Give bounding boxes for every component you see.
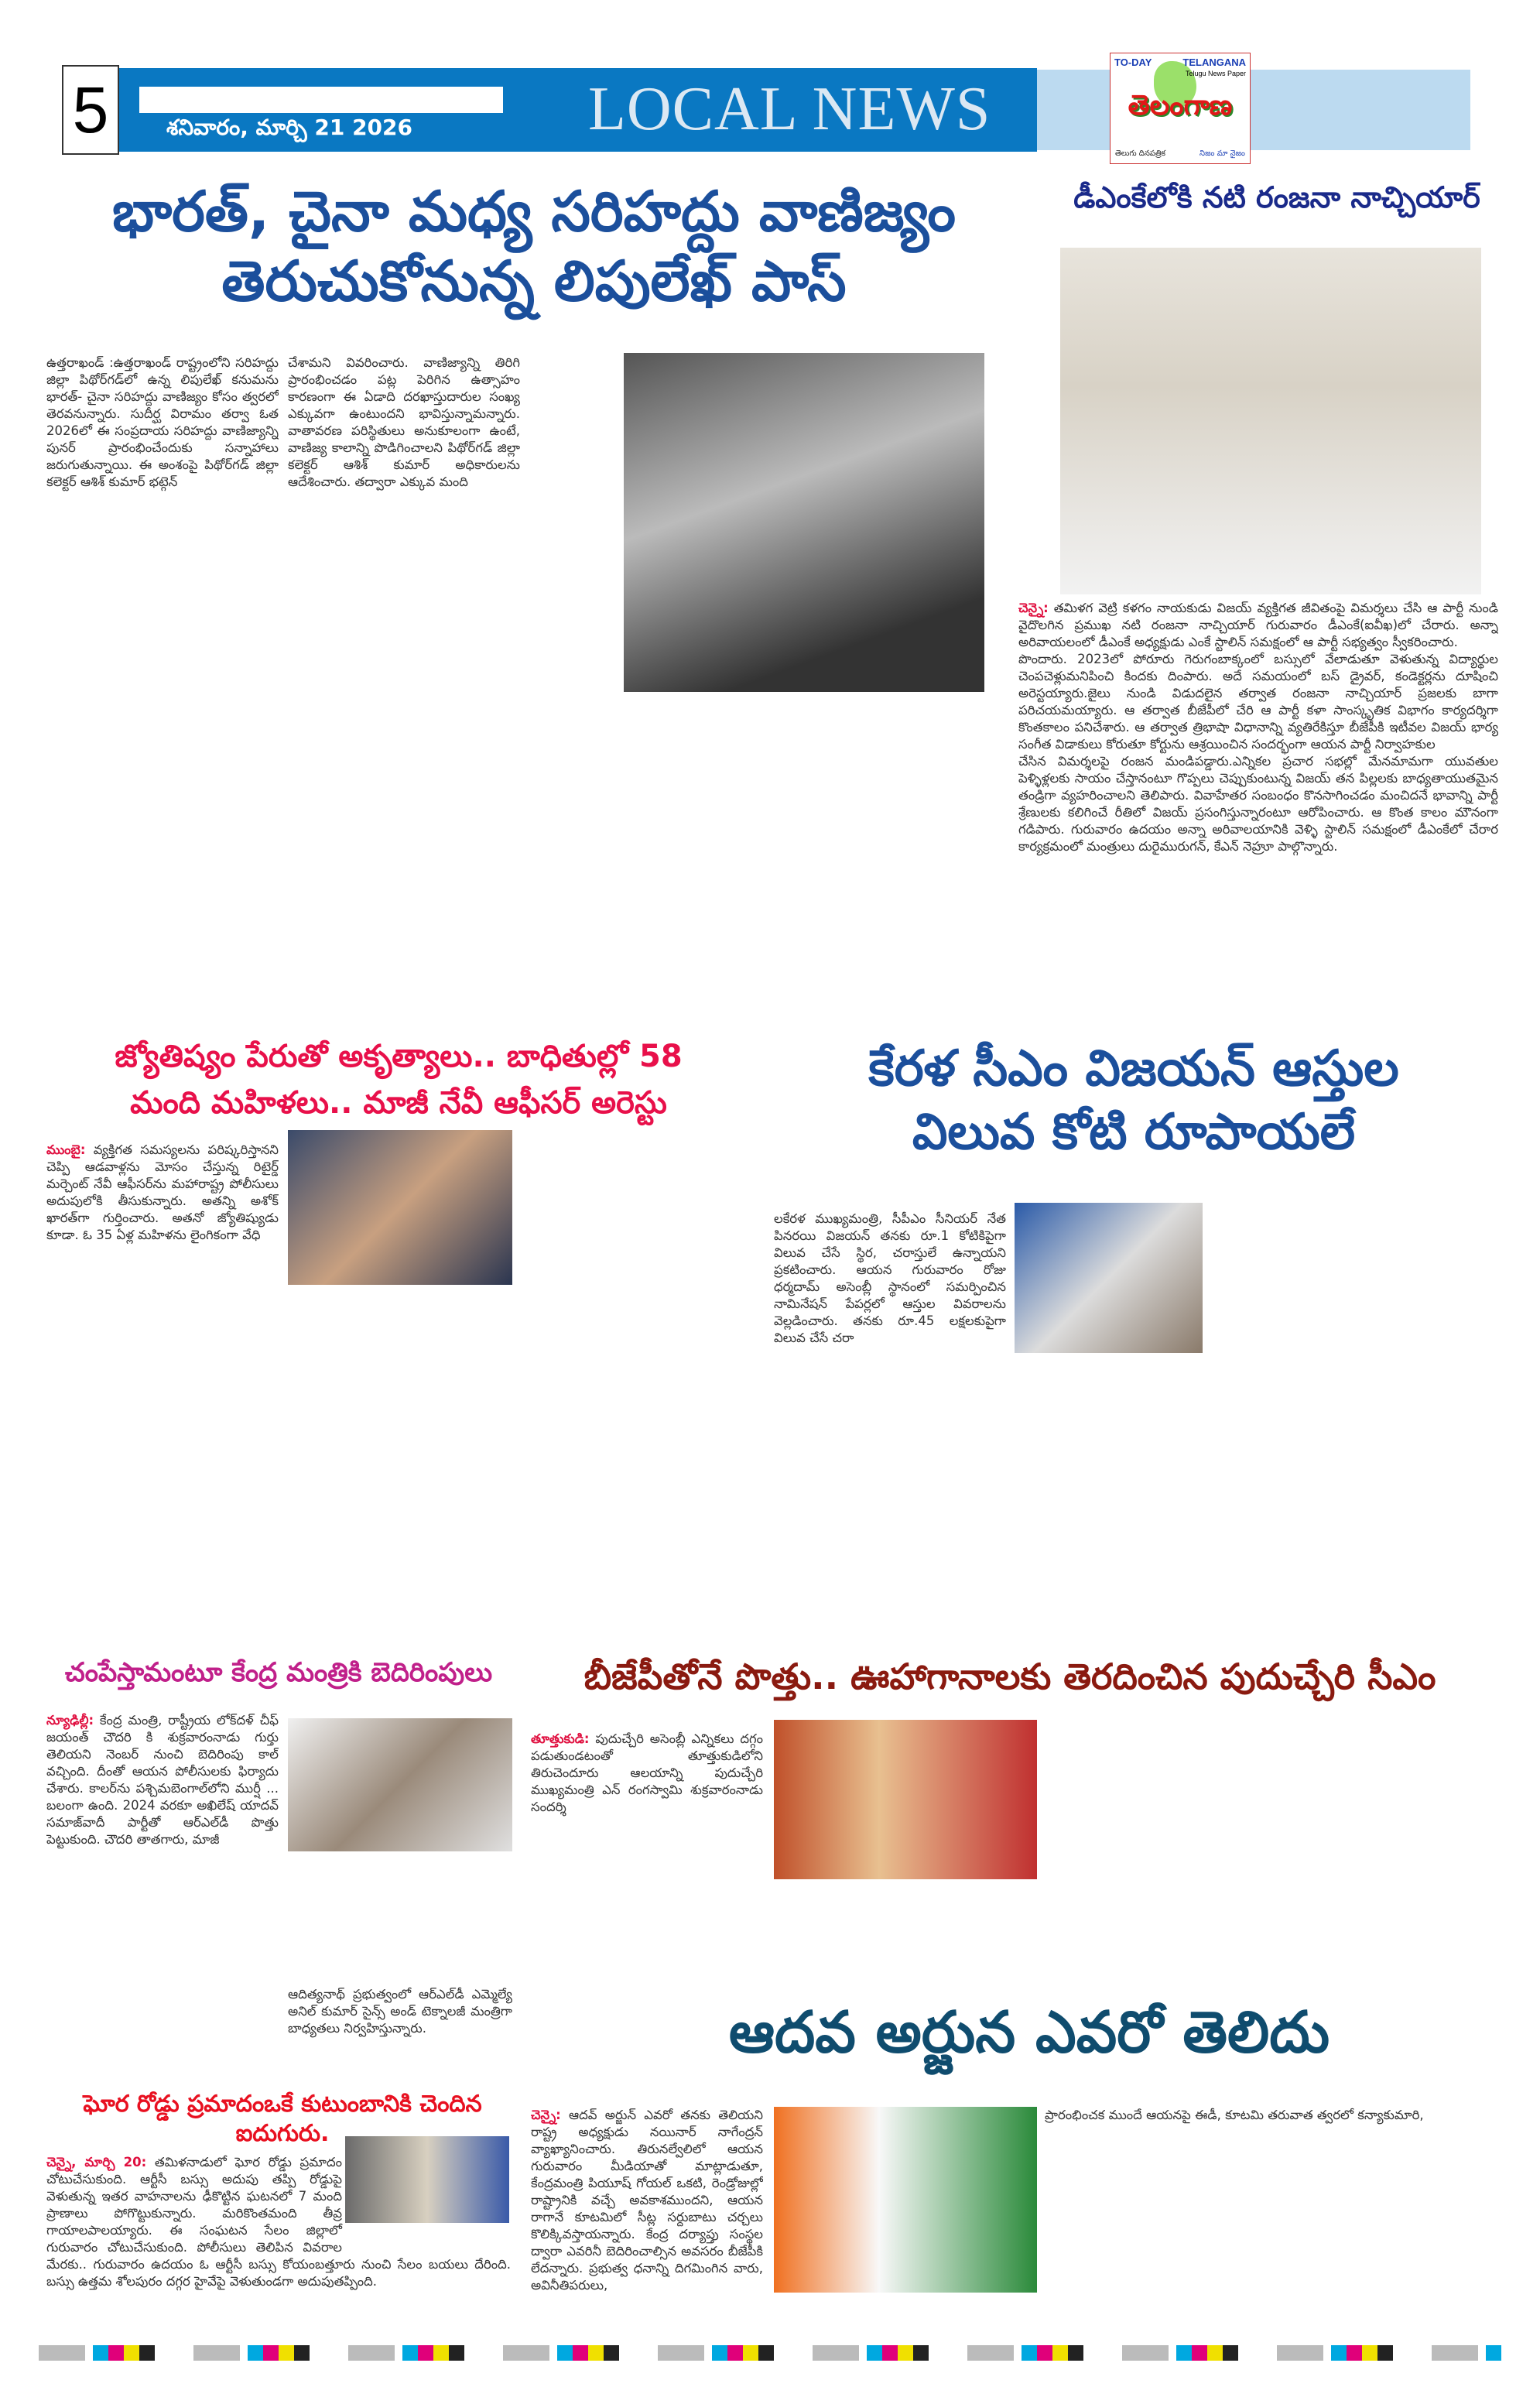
aadhav-col-1 [531,2107,763,2339]
dateline: ముంబై: [46,1142,86,1157]
puducherry-headline: బీజేపీతోనే పొత్తు.. ఊహాగానాలకు తెరదించిన పుదుచ్చేరి సీఎం [583,1656,1436,1697]
lipulekh-headline [46,176,1022,316]
astrology-headline [31,1033,766,1126]
puducherry-photo [774,1720,1037,1879]
logo-name: తెలంగాణ [1128,90,1233,122]
astrology-body [46,1142,279,1637]
lipulekh-col-1: ఉత్తరాఖండ్ :ఉత్తరాఖండ్ రాష్ట్రంలోని సరిహద్దు జిల్లా పిథోర్‌గడ్‌లో ఉన్న లిపులేఖ్ కనుమను భారత్- చైనా సరిహద్దు వాణిజ్యం కోసం త్వరలో తెరవనున్నారు. సుదీర్ఘ విరామం తర్వా ఓత 2026లో ఈ సంప్రదాయ సరిహద్దు వాణిజ్యాన్ని పునర్ ప్రారంభించేందుకు సన్నాహాలు జరుగుతున్నాయి. ఈ అంశంపై పిథోర్‌గడ్ జిల్లా కలెక్టర్ ఆశిశ్ కుమార్ భట్గెన్ [46,355,279,489]
paragraph: కేంద్ర మంత్రి, రాష్ట్రీయ లోక్‌దళ్ చీఫ్ జయంత్ చౌదరి కి శుక్రవారంనాడు గుర్తు తెలియని నెంబర్ నుంచి బెదిరింపు కాల్ వచ్చింది. దీంతో ఆయన పోలీసులకు ఫిర్యాదు చేశారు. కాలర్‌ను పశ్చిమబెంగాల్‌లోని ముర్షీ ... బలంగా ఉంది. 2024 వరకూ అఖిలేష్ యాదవ్ సమాజ్‌వాదీ పార్టీతో ఆర్ఎల్‌డీ పొత్తు పెట్టుకుంది. చౌదరి తాతగారు, మాజీ [46,1713,279,1847]
photo-spacer [342,2154,511,2253]
ranjana-headline: డీఎంకేలోకి నటి రంజనా నాచ్చియార్ [1073,180,1480,214]
headline-line: విలువ కోటి రూపాయలే [912,1104,1356,1161]
puducherry-body [531,1731,763,1885]
dateline: చెన్నై: [531,2108,561,2122]
minister-col-1 [46,1712,279,2045]
paragraph: వ్యక్తిగత సమస్యలను పరిష్కరిస్తానని చెప్పి ఆడవాళ్లను మోసం చేస్తున్న రిటైర్డ్ మర్చెంట్ నేవీ ఆఫీసర్‌ను మహారాష్ట్ర పోలీసులు అదుపులోకి తీసుకున్నారు. అతన్ని అశోక్ ఖారత్‌గా గుర్తించారు. అతనో జ్యోతిష్యుడు కూడా. ఓ 35 ఏళ్ల మహిళను లైంగికంగా వేధి [46,1142,279,1242]
headline-line: కేరళ సీఎం విజయన్ ఆస్తుల [868,1040,1399,1098]
headline-line: జ్యోతిష్యం పేరుతో అకృత్యాలు.. బాధితుల్లో 58 [115,1039,683,1074]
dateline: చెన్నై, మార్చి 20: [46,2155,147,2170]
headline-line: మంది మహిళలు.. మాజీ నేవీ ఆఫీసర్ అరెస్టు [130,1085,667,1121]
paragraph: ఆదవ్ అర్జున్ ఎవరో తనకు తెలియని రాష్ట్ర అధ్యక్షుడు నయినార్ నాగేంద్రన్ వ్యాఖ్యానించారు. తిరునల్వేలిలో ఆయన గురువారం మీడియాతో మాట్లాడుతూ, కేంద్రమంత్రి పియూష్ గోయల్ ఒకటి, రెండ్రోజుల్లో రాష్ట్రానికి వచ్చే అవకాశముందని, ఆయన రాగానే కూటమిలో సీట్ల సర్దుబాటు చర్చలు కొలిక్కివస్తాయన్నారు. కేంద్ర దర్యాప్తు సంస్థల ద్వారా ఎవరినీ బెదిరించాల్సిన అవసరం బీజేపీకి లేదన్నారు. ప్రభుత్వ ధనాన్ని దిగమింగిన వారు, అవినీతిపరులు, [531,2108,763,2293]
paragraph: తమిళనాడులో ఘోర రోడ్డు ప్రమాదం చోటుచేసుకుంది. ఆర్టీసీ బస్సు అదుపు తప్పి రోడ్డుపై వెళుతున్న ఇతర వాహనాలను ఢీకొట్టిన ఘటనలో 7 మంది ప్రాణాలు పోగొట్టుకున్నారు. మరికొంతమంది తీవ్ర గాయాలపాలయ్యారు. ఈ సంఘటన సేలం జిల్లాలో గురువారం చోటుచేసుకుంది. పోలీసులు తెలిపిన వివరాల మేరకు.. గురువారం ఉదయం ఓ ఆర్టీసీ బస్సు కోయంబత్తూరు నుంచి సేలం బయలు దేరింది. బస్సు ఉత్తమ శోలపురం దగ్గర హైవేపై వెళుతుండగా అదుపుతప్పింది. [46,2155,511,2289]
paragraph: పొందారు. 2023లో పోరూరు గెరుగంబాక్కంలో బస్సులో వేలాడుతూ వెళుతున్న విద్యార్థుల చెంపచెళ్లుమనిపించి కిందకు దింపారు. అదే సమయంలో బస్ డ్రైవర్, కండెక్టర్లను దూషించి అరెస్టయ్యారు.జైలు నుండి విడుదలైన తర్వాత రంజనా నాచ్చియార్ ప్రజలకు బాగా పరిచయమయ్యారు. ఆ తర్వాత బీజేపీలో చేరి ఆ పార్టీ కళా సాంస్కృతిక విభాగం కార్యదర్శిగా కొంతకాలం పనిచేశారు. ఆ తర్వాత త్రిభాషా విధానాన్ని వ్యతిరేకిస్తూ బీజేపీకి ఇటీవల విజయ్ భార్య సంగీత విడాకులు కోరుతూ కోర్టును ఆశ్రయించిన సందర్భంగా ఆయన పార్టీ నిర్వాహకుల [1018,652,1498,752]
logo-today: TO-DAY [1114,57,1152,68]
registration-color-bar [39,2345,1501,2361]
aadhav-col-2: ప్రారంభించక ముందే ఆయనపై ఈడీ, కూటమి తరువాత త్వరలో కన్యాకుమారి, [1045,2108,1424,2122]
lipulekh-photo [624,353,984,692]
headline-line: తెరుచుకోనున్న లిపులేఖ్ పాస్ [221,248,847,313]
ranjana-photo [1060,248,1481,594]
minister-headline: చంపేస్తామంటూ కేంద్ర మంత్రికి బెదిరింపులు [64,1657,493,1688]
lipulekh-col-2: చేశామని వివరించారు. వాణిజ్యాన్ని తిరిగి ప్రారంభించడం పట్ల పెరిగిన ఉత్సాహం కారణంగా ఈ ఏడాది దరఖాస్తుదారుల సంఖ్య ఎక్కువగా ఉంటుందని భావిస్తున్నామన్నారు. వాతావరణ పరిస్థితులు అనుకూలంగా ఉంటే, వాణిజ్య కాలాన్ని పొడిగించాలని పిథోర్‌గడ్ జిల్లా కలెక్టర్ ఆశిశ్ కుమార్ అధికారులను ఆదేశించారు. తద్వారా ఎక్కువ మంది [288,355,520,489]
headline-line: భారత్, చైనా మధ్య సరిహద్దు వాణిజ్యం [111,179,957,244]
dateline-bar [139,87,503,113]
paragraph: చేసిన విమర్శలపై రంజన మండిపడ్డారు.ఎన్నికల ప్రచార సభల్లో మేనమామగా యువతుల పెళ్ళిళ్లలకు సాయం చేస్తానంటూ గొప్పలు చెప్పుకుంటున్న విజయ్ తన పిల్లలకు బాధ్యతాయుతమైన తండ్రిగా వ్యహరించాలని తెలిపారు. వివాహేతర సంబంధం కొనసాగించడం మంచిదనే భావాన్ని పార్టీ శ్రేణులకు కలిగించే రీతిలో విజయ్ ప్రసంగిస్తున్నారంటూ ఆరోపించారు. ఆ కొంత కాలం మౌనంగా గడిపారు. గురువారం ఉదయం అన్నా అరివాలయానికి వెళ్ళి స్టాలిన్ సమక్షంలో డీఎంకేలో చేరార కార్యక్రమంలో మంత్రులు దురైమురుగన్, కేఎన్ నెహ్రూ పాల్గొన్నారు. [1018,754,1498,854]
aadhav-headline: ఆదవ అర్జున ఎవరో తెలిదు [728,1999,1330,2066]
logo-sub: Telugu News Paper [1185,70,1246,77]
astrology-photo [288,1130,512,1285]
dateline: తూత్తుకుడి: [531,1731,590,1746]
logo-tagline-right: నిజం మా నైజం [1199,149,1245,158]
masthead-band-light [1037,70,1470,150]
kerala-photo [1015,1203,1203,1353]
accident-body [46,2154,511,2318]
page-number: 5 [62,65,119,155]
logo-tagline-left: తెలుగు దినపత్రిక [1115,149,1166,158]
issue-date: శనివారం, మార్చి 21 2026 [166,115,413,140]
ranjana-body [1018,600,1498,1002]
section-title: LOCAL NEWS [588,75,991,143]
dateline: న్యూఢిల్లీ: [46,1713,94,1728]
minister-photo [288,1718,512,1851]
dateline: చెన్నై: [1018,601,1049,615]
kerala-headline [774,1037,1494,1164]
accident-headline: ఘోర రోడ్డు ప్రమాదంఒకే కుటుంబానికి చెందిన ఐదుగురు. [83,2091,482,2147]
logo-telangana: TELANGANA [1182,57,1246,68]
paragraph: తమిళగ వెట్రి కళగం నాయకుడు విజయ్ వ్యక్తిగత జీవితంపై విమర్శలు చేసి ఆ పార్టీ నుండి వైదొలగిన ప్రముఖ నటి రంజనా నాచ్చియార్ గురువారం డీఎంకే(ఐవీఖ)లో చేరారు. అన్నా అరివాయలంలో డీఎంకే అధ్యక్షుడు ఎంకే స్టాలిన్ సమక్షంలో ఆ పార్టీ సభ్యత్వం స్వీకరించారు. [1018,601,1498,649]
aadhav-photo [774,2107,1037,2293]
minister-col-2: ఆదిత్యనాథ్ ప్రభుత్వంలో ఆర్ఎల్‌డీ ఎమ్మెల్యే అనిల్ కుమార్ సైన్స్ అండ్ టెక్నాలజీ మంత్రిగా బాధ్యతలు నిర్వహిస్తున్నారు. [288,1987,512,2036]
newspaper-logo [1110,53,1251,164]
kerala-body: లకేరళ ముఖ్యమంత్రి, సీపీఎం సీనియర్ నేత పినరయి విజయన్ తనకు రూ.1 కోటికిపైగా విలువ చేసే స్థిర, చరాస్తులే ఉన్నాయని ప్రకటించారు. ఆయన గురువారం రోజు ధర్మదామ్ అసెంబ్లీ స్థానంలో సమర్పించిన నామినేషన్ పేపర్లలో ఆస్తుల వివరాలను వెల్లడించారు. తనకు రూ.45 లక్షలకుపైగా విలువ చేసే చరా [774,1211,1006,1345]
paragraph: పుదుచ్చేరి అసెంబ్లీ ఎన్నికలు దగ్గం పడుతుండటంతో తూత్తుకుడిలోని తిరుచెందూరు ఆలయాన్ని పుదుచ్చేరి ముఖ్యమంత్రి ఎన్ రంగస్వామి శుక్రవారంనాడు సందర్శి [531,1731,763,1814]
